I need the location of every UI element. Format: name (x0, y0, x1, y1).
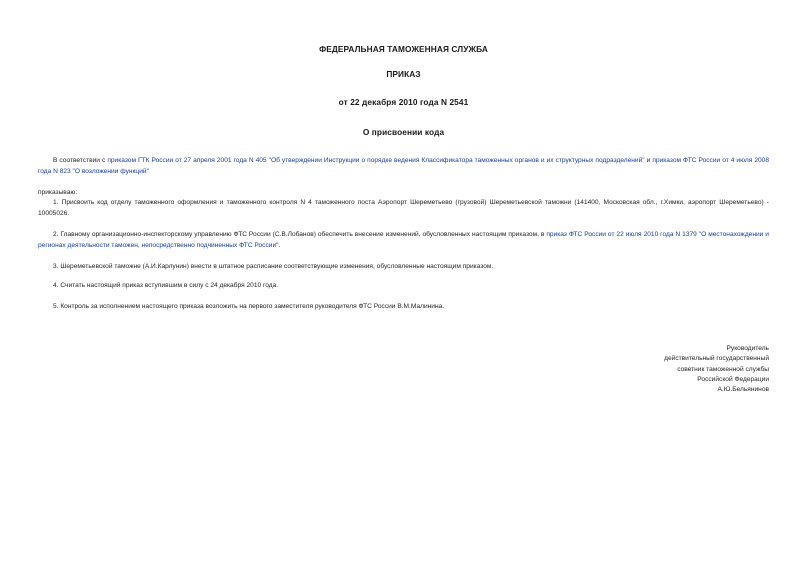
document-subject: О присвоении кода (362, 127, 445, 137)
signature-rank-line3: Российской Федерации (697, 375, 769, 383)
order-item-3 (38, 262, 769, 273)
signature-position: Руководитель (726, 345, 769, 352)
order-item-2 (38, 230, 769, 251)
preamble-middle: и (644, 157, 653, 164)
organization-title: ФЕДЕРАЛЬНАЯ ТАМОЖЕННАЯ СЛУЖБА (319, 44, 488, 54)
order-item-1 (38, 198, 769, 219)
gtk-order-405-link[interactable]: приказом ГТК России от 27 апреля 2001 года N 405 "Об утверждении Инструкции о порядке ведения Классификатора таможенных органов и их структурных подразделений" (107, 157, 645, 164)
signature-rank-line2: советник таможенной службы (677, 365, 769, 373)
order-item-5-text: 5. Контроль за исполнением настоящего приказа возложить на первого заместителя руководителя ФТС России В.М.Малинина. (53, 303, 445, 310)
signature-name: А.Ю.Бельянинов (717, 386, 769, 394)
signature-rank-line1: действительный государственный (664, 355, 769, 363)
fts-order-1379-link[interactable]: приказ ФТС России от 22 июля 2010 года N 1379 "О местонахождении и регионах деятельности таможен, непосредственно подчиненных ФТС России" (38, 231, 769, 249)
order-item-4 (38, 281, 769, 292)
order-item-5 (38, 302, 769, 313)
order-item-2-lead: 2. Главному организационно-инспекторскому управлению ФТС России (С.В.Лобанов) обеспечить внесение изменений, обусловленных настоящим приказом, в (53, 231, 547, 238)
preamble-lead: В соответствии с (53, 157, 108, 164)
fts-order-823-link[interactable]: приказом ФТС России от 4 июля 2008 года N 823 "О возложении функций" (38, 157, 769, 175)
document-date-number: от 22 декабря 2010 года N 2541 (338, 97, 469, 107)
signature-block (664, 344, 769, 395)
decree-word (38, 188, 769, 199)
decree-word-text: приказываю: (38, 189, 78, 196)
order-item-1-text: 1. Присвоить код отделу таможенного оформления и таможенного контроля N 4 таможенного поста Аэропорт Шереметьево (грузовой) Шереметьевской таможни (141400, Московская обл., г.Химки, аэропорт Шереметьево) - 10005026. (38, 199, 769, 217)
document-type: ПРИКАЗ (386, 69, 421, 79)
order-item-4-text: 4. Считать настоящий приказ вступившим в силу с 24 декабря 2010 года. (53, 282, 279, 289)
order-item-3-text: 3. Шереметьевской таможне (А.И.Карлунин) внести в штатное расписание соответствующие изменения, обусловленные настоящим приказом. (53, 263, 494, 270)
preamble-paragraph (38, 156, 769, 177)
order-item-2-tail: . (278, 241, 281, 249)
